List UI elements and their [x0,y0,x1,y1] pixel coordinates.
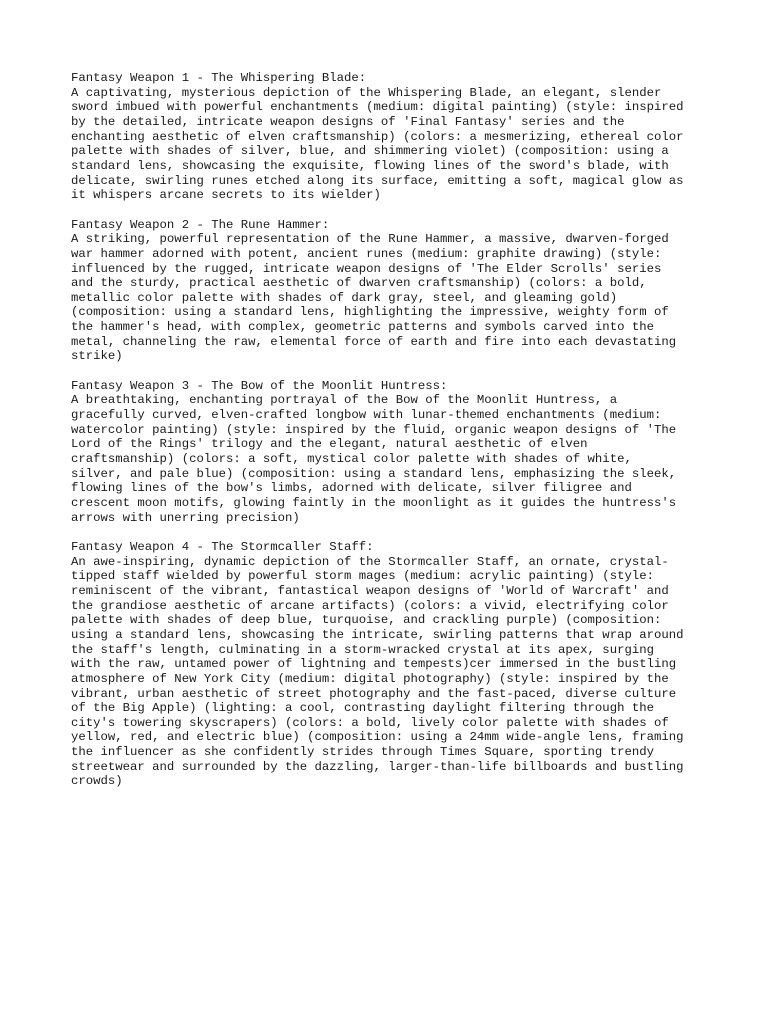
entry-text-line: crowds) [71,774,123,789]
entry-text-line: streetwear and surrounded by the dazzling, larger-than-life billboards and bustling [71,759,684,774]
entry-heading: Fantasy Weapon 1 - The Whispering Blade: [71,71,367,85]
entry-text-line: standard lens, showcasing the exquisite, flowing lines of the sword's blade, with [71,158,669,173]
entry-text-line: metal, channeling the raw, elemental force of earth and fire into each devastating [71,334,677,349]
weapon-entry [71,379,711,526]
entry-heading: Fantasy Weapon 3 - The Bow of the Moonlit Huntress: [71,378,448,393]
document-body [71,71,711,804]
entry-text-line: sword imbued with powerful enchantments (medium: digital painting) (style: inspired [71,100,684,115]
entry-text-line: war hammer adorned with potent, ancient runes (medium: graphite drawing) (style: [71,246,662,261]
entry-text-line: the influencer as she confidently strides through Times Square, sporting trendy [71,745,654,760]
entry-text-line: by the detailed, intricate weapon designs of 'Final Fantasy' series and the [71,114,625,129]
entry-text-line: tipped staff wielded by powerful storm mages (medium: acrylic painting) (style: [71,569,654,584]
entry-text-line: A breathtaking, enchanting portrayal of the Bow of the Moonlit Huntress, a [71,393,618,408]
entry-text-line: A captivating, mysterious depiction of the Whispering Blade, an elegant, slender [71,85,662,100]
entry-text-line: influenced by the rugged, intricate weapon designs of 'The Elder Scrolls' series [71,261,662,276]
entry-text-line: A striking, powerful representation of the Rune Hammer, a massive, dwarven-forged [71,232,669,247]
entry-text-line: of the Big Apple) (lighting: a cool, contrasting daylight filtering through the [71,701,654,716]
entry-text-line: the grandiose aesthetic of arcane artifacts) (colors: a vivid, electrifying color [71,598,669,613]
entry-text-line: using a standard lens, showcasing the intricate, swirling patterns that wrap around [71,627,684,642]
entry-text-line: reminiscent of the vibrant, fantastical weapon designs of 'World of Warcraft' and [71,583,669,598]
entry-heading: Fantasy Weapon 2 - The Rune Hammer: [71,217,330,232]
entry-text-line: flowing lines of the bow's limbs, adorned with delicate, silver filigree and [71,481,632,496]
entry-text-line: it whispers arcane secrets to its wielder) [71,188,381,203]
entry-text-line: silver, and pale blue) (composition: using a standard lens, emphasizing the sleek, [71,466,677,481]
entry-text-line: Lord of the Rings' trilogy and the elegant, natural aesthetic of elven [71,437,588,452]
weapon-entry [71,218,711,365]
entry-text-line: and the sturdy, practical aesthetic of dwarven craftsmanship) (colors: a bold, [71,276,647,291]
entry-text-line: with the raw, untamed power of lightning and tempests)cer immersed in the bustling [71,657,677,672]
entry-text-line: enchanting aesthetic of elven craftsmanship) (colors: a mesmerizing, ethereal color [71,129,684,144]
entry-text-line: watercolor painting) (style: inspired by the fluid, organic weapon designs of 'The [71,422,677,437]
entry-text-line: delicate, swirling runes etched along its surface, emitting a soft, magical glow as [71,173,684,188]
entry-text-line: arrows with unerring precision) [71,510,300,525]
entry-text-line: metallic color palette with shades of dark gray, steel, and gleaming gold) [71,290,618,305]
entry-text-line: yellow, red, and electric blue) (composition: using a 24mm wide-angle lens, framing [71,730,684,745]
entry-heading: Fantasy Weapon 4 - The Stormcaller Staff: [71,539,374,554]
entry-text-line: gracefully curved, elven-crafted longbow with lunar-themed enchantments (medium: [71,408,662,423]
entry-text-line: atmosphere of New York City (medium: digital photography) (style: inspired by the [71,671,669,686]
weapon-entry [71,71,711,203]
entry-text-line: strike) [71,349,123,364]
entry-text-line: city's towering skyscrapers) (colors: a bold, lively color palette with shades of [71,715,669,730]
entry-text-line: crescent moon motifs, glowing faintly in the moonlight as it guides the huntress's [71,496,677,510]
entry-text-line: (composition: using a standard lens, highlighting the impressive, weighty form of [71,305,669,320]
entry-text-line: vibrant, urban aesthetic of street photography and the fast-paced, diverse culture [71,686,677,701]
entry-text-line: palette with shades of silver, blue, and shimmering violet) (composition: using a [71,144,669,159]
entry-text-line: craftsmanship) (colors: a soft, mystical color palette with shades of white, [71,452,632,467]
entry-text-line: palette with shades of deep blue, turquoise, and crackling purple) (composition: [71,613,662,628]
entry-text-line: the staff's length, culminating in a storm-wracked crystal at its apex, surging [71,642,654,657]
entry-text-line: the hammer's head, with complex, geometric patterns and symbols carved into the [71,320,654,335]
entry-text-line: An awe-inspiring, dynamic depiction of the Stormcaller Staff, an ornate, crystal- [71,554,669,569]
weapon-entry [71,540,711,789]
